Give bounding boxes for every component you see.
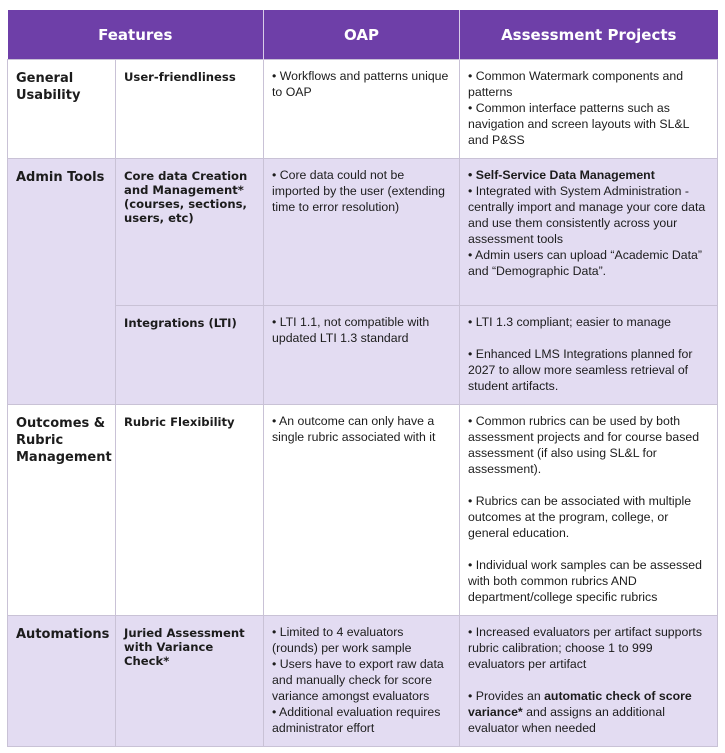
- category-admin-tools: Admin Tools: [8, 159, 116, 405]
- ap-juried-point-1: • Increased evaluators per artifact supports rubric calibration; choose 1 to 999 evaluators per artifact: [468, 625, 702, 671]
- header-row: [8, 10, 718, 60]
- feature-juried-assessment: Juried Assessment with Variance Check*: [116, 616, 264, 747]
- oap-user-friendliness: [264, 60, 460, 159]
- ap-rubric-point-1: • Common rubrics can be used by both assessment projects and for course based assessment (if also using SL&L for assessment).: [468, 414, 700, 476]
- ap-user-friendliness: [460, 60, 718, 159]
- feature-integrations-lti: Integrations (LTI): [116, 306, 264, 405]
- oap-juried-point-1: • Limited to 4 evaluators (rounds) per work sample: [272, 625, 412, 655]
- category-general-usability: General Usability: [8, 60, 116, 159]
- oap-juried-point-3: • Additional evaluation requires administrator effort: [272, 705, 441, 735]
- oap-rubric-flexibility: [264, 405, 460, 616]
- feature-rubric-flexibility: Rubric Flexibility: [116, 405, 264, 616]
- category-outcomes-rubric-management: Outcomes & Rubric Management: [8, 405, 116, 616]
- oap-rubric-flexibility-text: • An outcome can only have a single rubric associated with it: [272, 414, 436, 444]
- ap-user-friendliness-point-2: • Common interface patterns such as navigation and screen layouts with SL&L and P&SS: [468, 101, 690, 147]
- category-automations: Automations: [8, 616, 116, 747]
- ap-core-data: [460, 159, 718, 306]
- ap-juried-assessment: [460, 616, 718, 747]
- ap-user-friendliness-point-1: • Common Watermark components and patterns: [468, 69, 684, 99]
- oap-core-data-text: • Core data could not be imported by the user (extending time to error resolution): [272, 168, 445, 214]
- oap-core-data: [264, 159, 460, 306]
- row-general-usability: [8, 60, 718, 159]
- row-automations: [8, 616, 718, 747]
- ap-integrations-point-2: • Enhanced LMS Integrations planned for 2027 to allow more seamless retrieval of student artifacts.: [468, 347, 693, 393]
- ap-integrations: [460, 306, 718, 405]
- header-oap: OAP: [264, 10, 460, 60]
- ap-rubric-point-2: • Rubrics can be associated with multiple outcomes at the program, college, or general education.: [468, 494, 692, 540]
- row-admin-core-data: [8, 159, 718, 306]
- oap-juried-point-2: • Users have to export raw data and manually check for score variance amongst evaluators: [272, 657, 444, 703]
- ap-rubric-point-3: • Individual work samples can be assessed with both common rubrics AND department/college specific rubrics: [468, 558, 702, 604]
- header-assessment-projects: Assessment Projects: [460, 10, 718, 60]
- oap-integrations: [264, 306, 460, 405]
- comparison-table-container: [7, 10, 717, 747]
- oap-juried-assessment: [264, 616, 460, 747]
- ap-juried-bold-phrase: automatic check of score variance*: [468, 689, 692, 719]
- comparison-table: [7, 10, 718, 747]
- ap-integrations-point-1: • LTI 1.3 compliant; easier to manage: [468, 315, 671, 329]
- ap-core-data-point-2: • Integrated with System Administration - centrally import and manage your core data and use them consistently across your assessment tools: [468, 184, 706, 246]
- ap-core-data-heading: • Self-Service Data Management: [468, 168, 655, 182]
- feature-core-data: Core data Creation and Management* (courses, sections, users, etc): [116, 159, 264, 306]
- header-features: Features: [8, 10, 264, 60]
- ap-core-data-point-3: • Admin users can upload “Academic Data” and “Demographic Data”.: [468, 248, 702, 278]
- row-outcomes-rubric: [8, 405, 718, 616]
- ap-juried-point-2: • Provides an automatic check of score variance* and assigns an additional evaluator when needed: [468, 689, 692, 735]
- feature-user-friendliness: User-friendliness: [116, 60, 264, 159]
- oap-integrations-text: • LTI 1.1, not compatible with updated LTI 1.3 standard: [272, 315, 430, 345]
- oap-user-friendliness-text: • Workflows and patterns unique to OAP: [272, 69, 449, 99]
- ap-rubric-flexibility: [460, 405, 718, 616]
